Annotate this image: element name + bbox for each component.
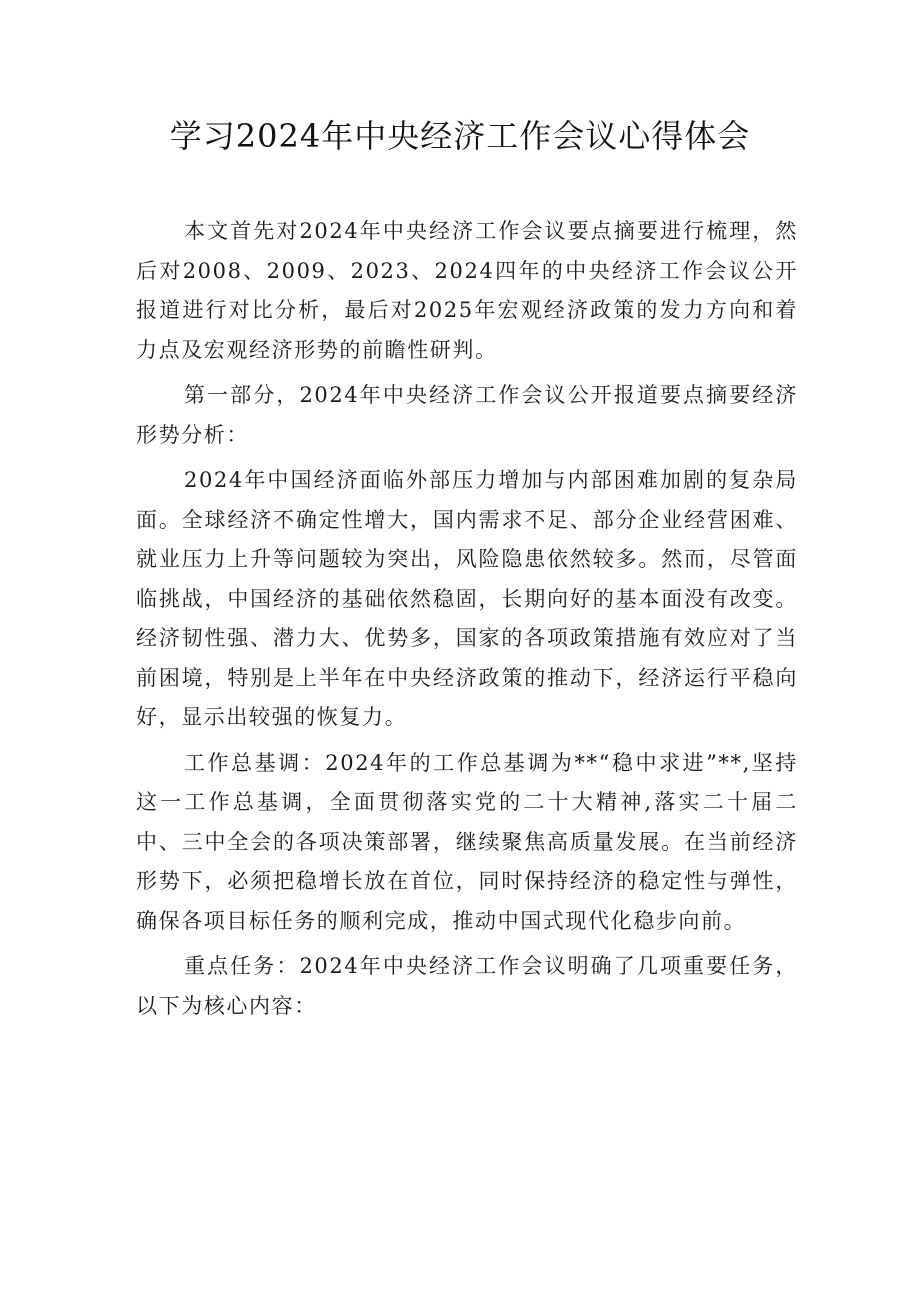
paragraph-key-tasks: 重点任务：2024年中央经济工作会议明确了几项重要任务，以下为核心内容： [136,954,798,1018]
paragraph-intro: 本文首先对2024年中央经济工作会议要点摘要进行梳理，然后对2008、2009、2023、2024四年的中央经济工作会议公开报道进行对比分析，最后对2025年宏观经济政策的发力方向和着力点及宏观经济形势的前瞻性研判。 [136,219,798,362]
document-body [136,212,798,1032]
paragraph-work-tone: 工作总基调：2024年的工作总基调为**“稳中求进”**,坚持这一工作总基调，全面贯彻落实党的二十大精神,落实二十届二中、三中全会的各项决策部署，继续聚焦高质量发展。在当前经济形势下，必须把稳增长放在首位，同时保持经济的稳定性与弹性，确保各项目标任务的顺利完成，推动中国式现代化稳步向前。 [136,750,798,933]
document-title: 学习2024年中央经济工作会议心得体会 [169,117,751,155]
paragraph-economic-situation: 2024年中国经济面临外部压力增加与内部困难加剧的复杂局面。全球经济不确定性增大，国内需求不足、部分企业经营困难、就业压力上升等问题较为突出，风险隐患依然较多。然而，尽管面临挑战，中国经济的基础依然稳固，长期向好的基本面没有改变。经济韧性强、潜力大、优势多，国家的各项政策措施有效应对了当前困境，特别是上半年在中央经济政策的推动下，经济运行平稳向好，显示出较强的恢复力。 [136,468,798,729]
paragraph-part-one-heading: 第一部分，2024年中央经济工作会议公开报道要点摘要经济形势分析： [136,383,798,447]
